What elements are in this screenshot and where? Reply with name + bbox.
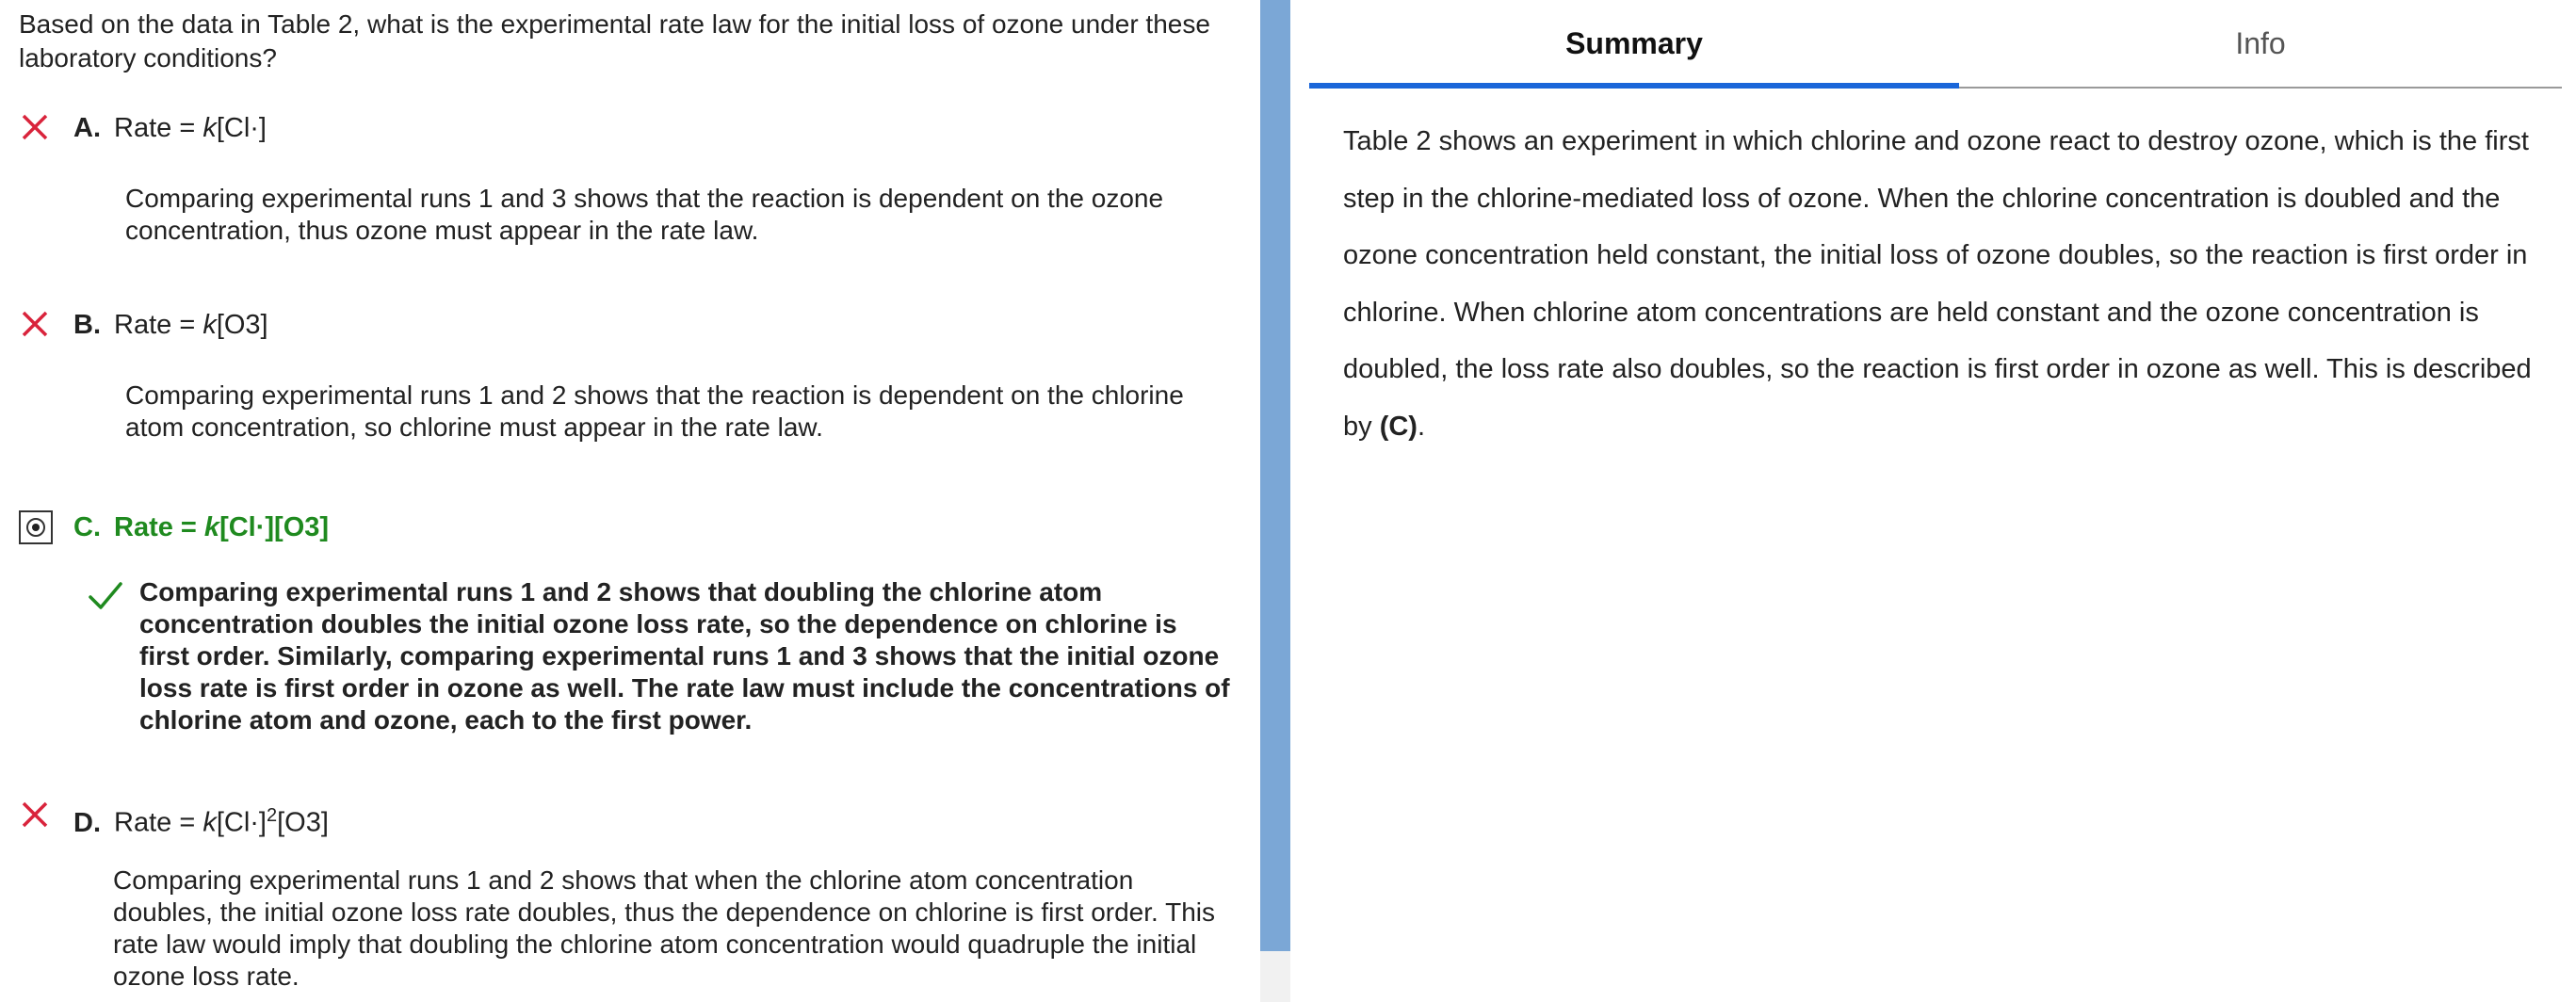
x-mark-icon — [19, 799, 51, 831]
rate-formula: [Cl·] — [216, 113, 267, 143]
rate-constant: k — [203, 807, 217, 838]
scrollbar-thumb[interactable] — [1260, 0, 1290, 951]
rate-formula-ozone: [O3] — [277, 807, 329, 838]
summary-answer-ref: (C) — [1379, 411, 1418, 442]
choice-c-explanation: Comparing experimental runs 1 and 2 shows that doubling the chlorine atom concentration doubles the initial ozone loss rate, so the dependence on chlorine is first order. Similarly, comparing experimental runs 1 and 3 shows that the initial ozone loss rate is first order in ozone as well. The rate law must include the concentrations of chlorine atom and ozone, each to the first power. — [139, 577, 1230, 735]
rate-constant: k — [203, 310, 217, 340]
choice-c-label — [73, 510, 329, 544]
choice-letter: C. — [73, 512, 101, 542]
rate-prefix: Rate = — [114, 310, 203, 340]
question-pane — [0, 0, 1260, 1002]
summary-text — [1343, 113, 2558, 455]
scrollbar[interactable] — [1260, 0, 1290, 1002]
rate-exponent: 2 — [266, 805, 278, 826]
choice-letter: B. — [73, 310, 101, 340]
checkmark-icon — [87, 576, 124, 614]
rate-prefix: Rate = — [114, 807, 203, 838]
active-tab-indicator — [1309, 83, 1959, 89]
choice-b-explanation: Comparing experimental runs 1 and 2 shows that the reaction is dependent on the chlorine atom concentration, so chlorine must appear in the rate law. — [125, 380, 1184, 442]
rate-prefix: Rate = — [114, 113, 203, 143]
tab-summary[interactable]: Summary — [1565, 26, 1703, 60]
tab-divider — [1959, 87, 2562, 89]
tab-info[interactable]: Info — [2235, 26, 2286, 60]
choice-letter: A. — [73, 113, 101, 143]
summary-end: . — [1417, 411, 1426, 442]
tab-bar — [1309, 0, 2562, 92]
rate-constant: k — [203, 113, 217, 143]
rate-constant: k — [203, 512, 220, 542]
choice-letter: D. — [73, 807, 101, 838]
rate-formula: [O3] — [216, 310, 268, 340]
x-mark-icon — [19, 111, 51, 143]
x-mark-icon — [19, 308, 51, 340]
question-text: Based on the data in Table 2, what is the experimental rate law for the initial loss of ozone under these laboratory conditions? — [19, 9, 1210, 73]
rate-formula-chlorine: [Cl·] — [216, 807, 267, 838]
rate-formula: [Cl·][O3] — [219, 512, 330, 542]
choice-d-label — [73, 799, 329, 840]
choice-d-explanation: Comparing experimental runs 1 and 2 shows that when the chlorine atom concentration doubles, the initial ozone loss rate doubles, thus the dependence on chlorine is first order. This rate law would imply that doubling the chlorine atom concentration would quadruple the initial ozone loss rate. — [113, 865, 1215, 991]
choice-b-label — [73, 308, 268, 342]
choice-a-label — [73, 111, 267, 145]
radio-selected-icon[interactable] — [19, 510, 53, 544]
rate-prefix: Rate = — [114, 512, 204, 542]
summary-body: Table 2 shows an experiment in which chlorine and ozone react to destroy ozone, which is the first step in the chlorine-mediated loss of ozone. When the chlorine concentration is doubled and the ozone concentration held constant, the initial loss of ozone doubles, so the reaction is first order in chlorine. When chlorine atom concentrations are held constant and the ozone concentration is doubled, the loss rate also doubles, so the reaction is first order in ozone as well. This is described by — [1343, 126, 2532, 442]
choice-a-explanation: Comparing experimental runs 1 and 3 shows that the reaction is dependent on the ozone concentration, thus ozone must appear in the rate law. — [125, 184, 1164, 245]
explanation-pane — [1290, 0, 2576, 1002]
